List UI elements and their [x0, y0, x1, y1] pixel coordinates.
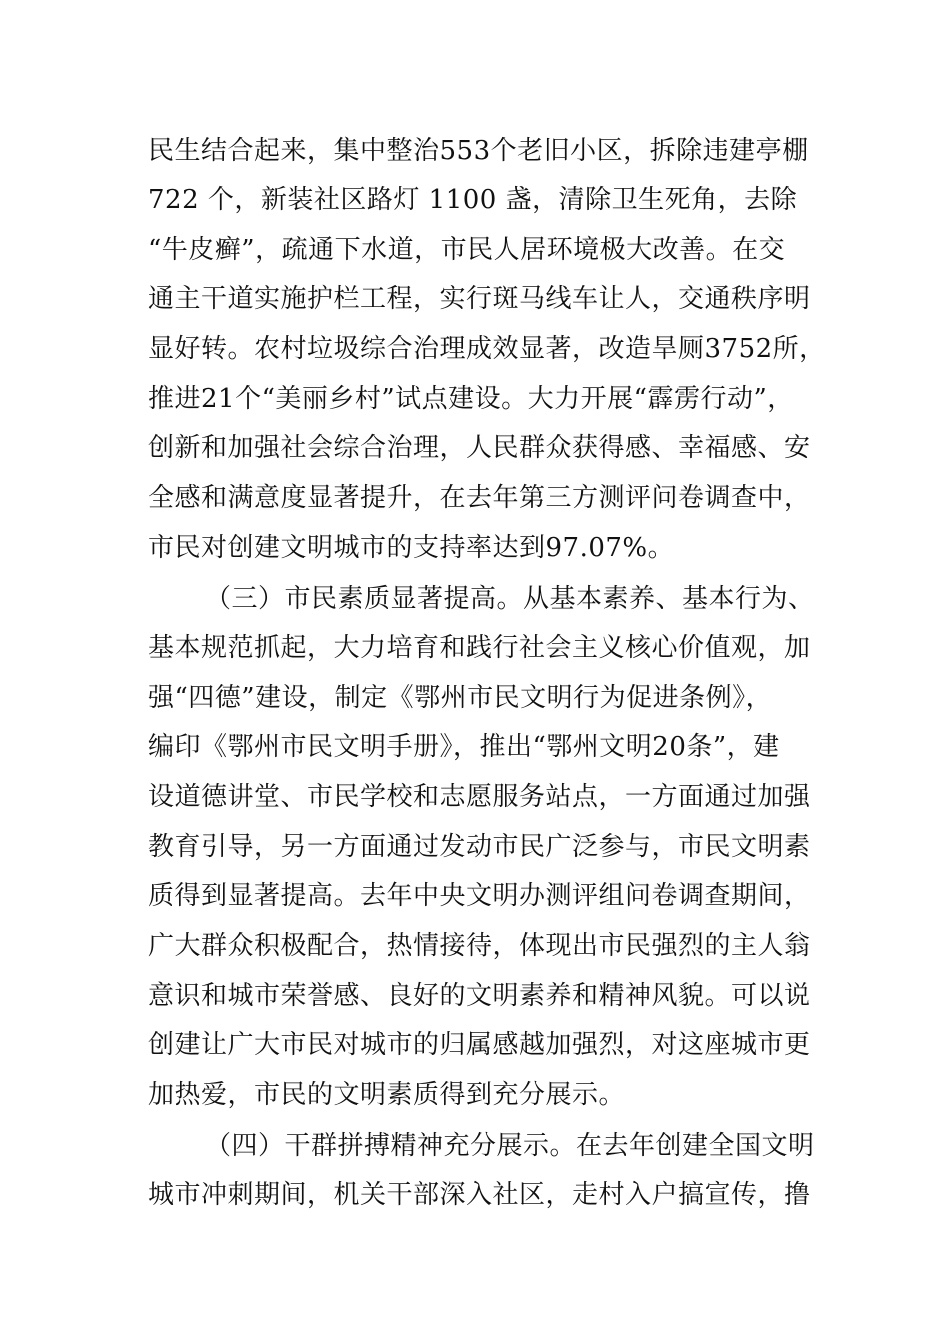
body-text-line: 教育引导，另一方面通过发动市民广泛参与，市民文明素: [148, 832, 811, 862]
body-text-segment: 从基本素养、基本行为、: [523, 584, 815, 614]
body-text-line: 显好转。农村垃圾综合治理成效显著，改造旱厕3752所，: [148, 334, 826, 364]
body-text-line: 广大群众积极配合，热情接待，体现出市民强烈的主人翁: [148, 931, 811, 961]
body-text-line: 推进21个“美丽乡村”试点建设。大力开展“霹雳行动”，: [148, 384, 794, 414]
section-heading: （四）干群拼搏精神充分展示。: [205, 1131, 577, 1161]
body-text-line: 民生结合起来，集中整治553个老旧小区，拆除违建亭棚: [148, 136, 809, 166]
section-heading: （三）市民素质显著提高。: [205, 584, 524, 614]
body-text-line: “牛皮癣”，疏通下水道，市民人居环境极大改善。在交: [148, 235, 786, 265]
body-text-line: 722 个，新装社区路灯 1100 盏，清除卫生死角，去除: [148, 185, 798, 215]
body-text-line: 创新和加强社会综合治理，人民群众获得感、幸福感、安: [148, 433, 811, 463]
body-text-line: 编印《鄂州市民文明手册》，推出“鄂州文明20条”，建: [148, 732, 780, 762]
body-text-line: 创建让广大市民对城市的归属感越加强烈，对这座城市更: [148, 1030, 811, 1060]
body-text-line: 加热爱，市民的文明素质得到充分展示。: [148, 1080, 626, 1110]
body-text-line: 质得到显著提高。去年中央文明办测评组问卷调查期间，: [148, 881, 811, 911]
section-first-line: [205, 1121, 815, 1171]
body-text-line: 强“四德”建设，制定《鄂州市民文明行为促进条例》，: [148, 683, 773, 713]
body-text-line: 市民对创建文明城市的支持率达到97.07%。: [148, 533, 675, 563]
section-first-line: [205, 574, 815, 624]
body-text-line: 通主干道实施护栏工程，实行斑马线车让人，交通秩序明: [148, 284, 811, 314]
body-text-line: 基本规范抓起，大力培育和践行社会主义核心价值观，加: [148, 633, 811, 663]
body-text-segment: 在去年创建全国文明: [576, 1131, 815, 1161]
body-text-line: 意识和城市荣誉感、良好的文明素养和精神风貌。可以说: [148, 981, 811, 1011]
body-text-line: 全感和满意度显著提升，在去年第三方测评问卷调查中，: [148, 483, 811, 513]
body-text-line: 设道德讲堂、市民学校和志愿服务站点，一方面通过加强: [148, 782, 811, 812]
body-text-line: 城市冲刺期间，机关干部深入社区，走村入户搞宣传，撸: [148, 1180, 811, 1210]
